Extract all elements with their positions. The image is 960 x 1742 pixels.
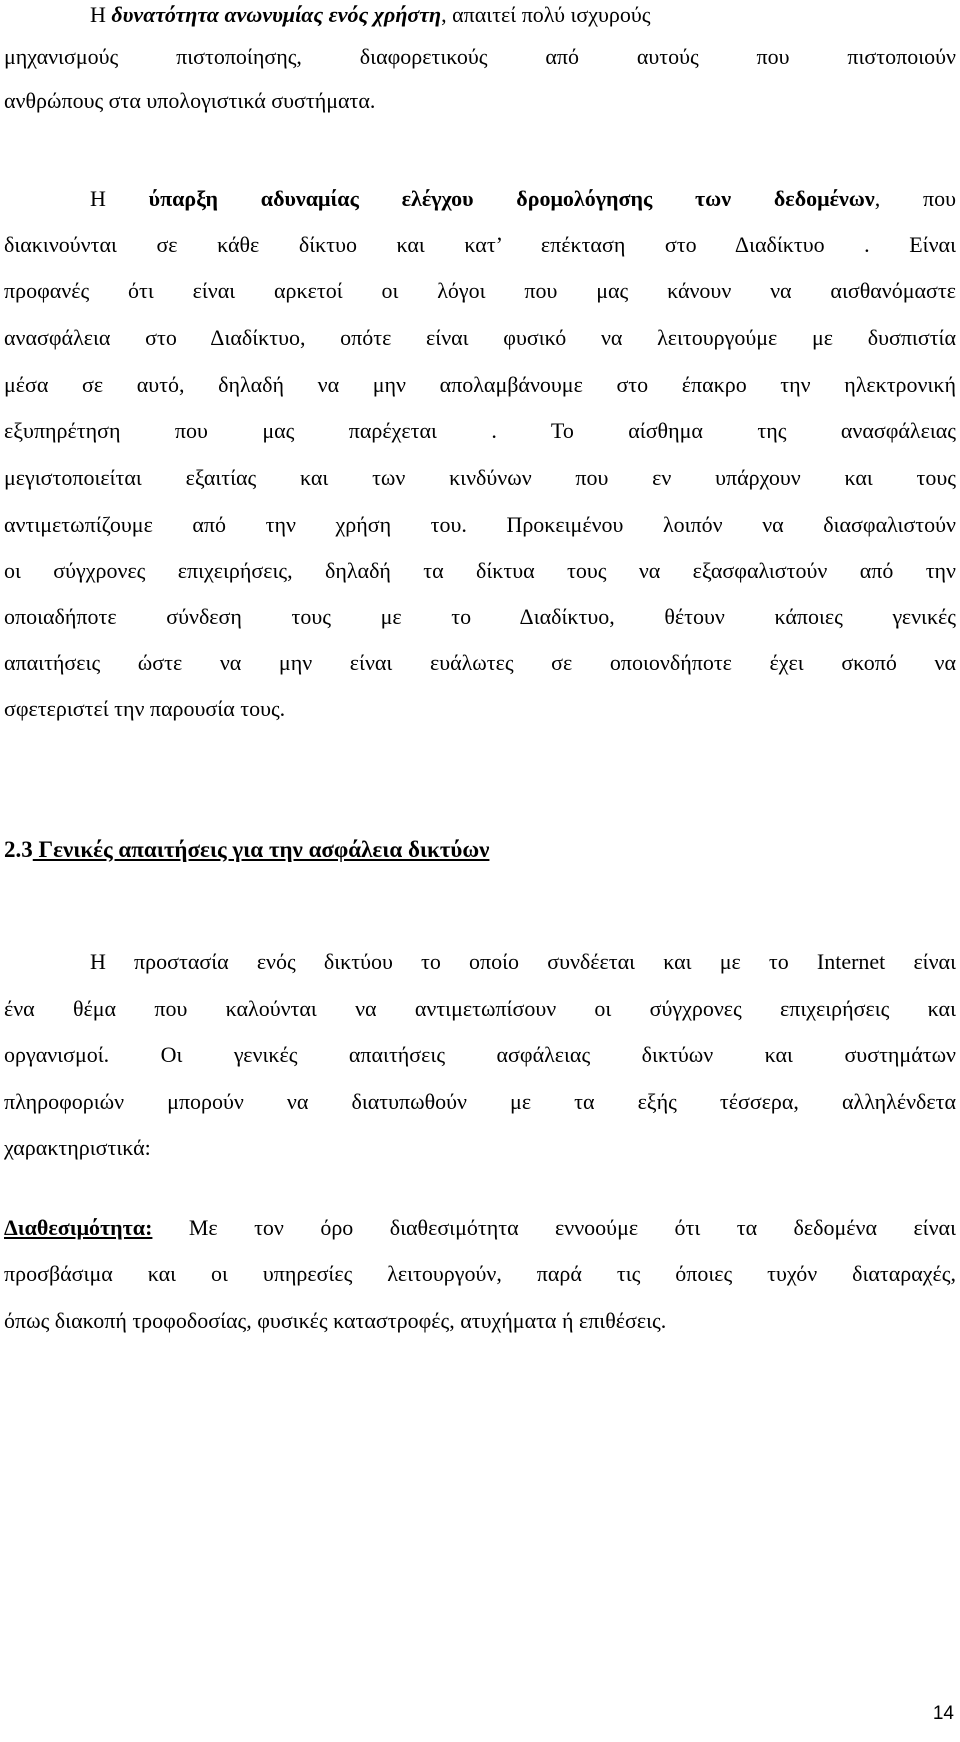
paragraph2-line2: διακινούνται σε κάθε δίκτυο και κατ’ επέκταση στο Διαδίκτυο . Είναι: [4, 232, 956, 257]
paragraph4-line1-rest: Με τον όρο διαθεσιμότητα εννοούμε ότι τα δεδομένα είναι: [152, 1215, 956, 1240]
paragraph2-line7: μεγιστοποιείται εξαιτίας και των κινδύνων που εν υπάρχουν και τους: [4, 465, 956, 490]
paragraph3-line2: ένα θέμα που καλούνται να αντιμετωπίσουν οι σύγχρονες επιχειρήσεις και: [4, 996, 956, 1021]
paragraph3-line4: πληροφοριών μπορούν να διατυπωθούν με τα εξής τέσσερα, αλληλένδετα: [4, 1089, 956, 1114]
section-heading: [4, 833, 489, 867]
paragraph2-line10: οποιαδήποτε σύνδεση τους με το Διαδίκτυο, θέτουν κάποιες γενικές: [4, 604, 956, 629]
paragraph3-line3: οργανισμοί. Οι γενικές απαιτήσεις ασφάλειας δικτύων και συστημάτων: [4, 1042, 956, 1067]
paragraph4-line1: [4, 1213, 956, 1243]
term-availability: Διαθεσιμότητα:: [4, 1215, 153, 1240]
paragraph2-line11: απαιτήσεις ώστε να μην είναι ευάλωτες σε οποιονδήποτε έχει σκοπό να: [4, 650, 956, 675]
paragraph2-line12: σφετεριστεί την παρουσία τους.: [4, 696, 286, 721]
paragraph3-line5: χαρακτηριστικά:: [4, 1135, 151, 1160]
paragraph1-rest: , απαιτεί πολύ ισχυρούς: [441, 2, 651, 27]
section-number: 2.3: [4, 837, 33, 862]
paragraph1-line1: [90, 0, 956, 30]
paragraph1-line2: μηχανισμούς πιστοποίησης, διαφορετικούς από αυτούς που πιστοποιούν: [4, 44, 956, 69]
paragraph2-line4: ανασφάλεια στο Διαδίκτυο, οπότε είναι φυσικό να λειτουργούμε με δυσπιστία: [4, 325, 956, 350]
paragraph2-line5: μέσα σε αυτό, δηλαδή να μην απολαμβάνουμε στο έπακρο την ηλεκτρονική: [4, 372, 956, 397]
paragraph2-lead: Η: [90, 186, 106, 211]
paragraph2-emphasis: ύπαρξη αδυναμίας ελέγχου δρομολόγησης των δεδομένων: [148, 186, 875, 211]
paragraph1-lead: Η: [90, 2, 106, 27]
page-number: 14: [932, 1703, 954, 1724]
paragraph2-line6: εξυπηρέτηση που μας παρέχεται . Το αίσθημα της ανασφάλειας: [4, 418, 956, 443]
paragraph2-line9: οι σύγχρονες επιχειρήσεις, δηλαδή τα δίκτυα τους να εξασφαλιστούν από την: [4, 558, 956, 583]
paragraph2-line3: προφανές ότι είναι αρκετοί οι λόγοι που μας κάνουν να αισθανόμαστε: [4, 278, 956, 303]
paragraph4-line3: όπως διακοπή τροφοδοσίας, φυσικές καταστροφές, ατυχήματα ή επιθέσεις.: [4, 1308, 667, 1333]
paragraph2-rest: , που: [874, 186, 957, 211]
paragraph2-line1: [90, 184, 956, 214]
paragraph2-line8: αντιμετωπίζουμε από την χρήση του. Προκειμένου λοιπόν να διασφαλιστούν: [4, 512, 956, 537]
paragraph1-emphasis: δυνατότητα ανωνυμίας ενός χρήστη: [111, 2, 442, 27]
paragraph4-line2: προσβάσιμα και οι υπηρεσίες λειτουργούν, παρά τις όποιες τυχόν διαταραχές,: [4, 1261, 956, 1286]
section-title: Γενικές απαιτήσεις για την ασφάλεια δικτύων: [32, 837, 490, 862]
paragraph3-line1: Η προστασία ενός δικτύου το οποίο συνδέεται και με το Internet είναι: [90, 949, 956, 974]
paragraph1-line3: ανθρώπους στα υπολογιστικά συστήματα.: [4, 88, 376, 113]
